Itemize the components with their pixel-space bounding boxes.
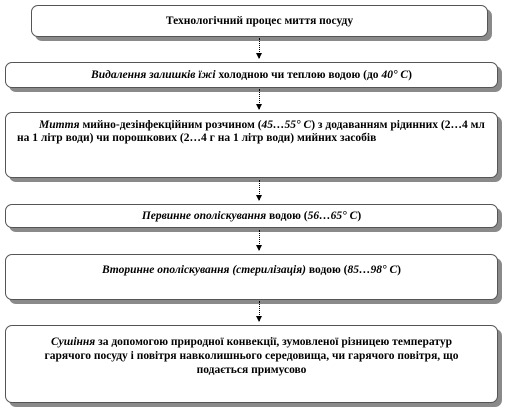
step-washing-tail: ) з додаванням рідинних (2…4 мл на 1 літр води) чи порошкових (2…4 г на 1 літр води) мийних засобів [17, 119, 485, 144]
process-title-box [31, 5, 488, 37]
step-primary-rinse-tail: ) [357, 209, 362, 222]
step-secondary-rinse-box [5, 254, 498, 300]
step-drying-lead: Сушіння [50, 336, 96, 348]
step-washing-rest: мийно-дезінфекційним розчином ( [79, 119, 262, 131]
step-drying-text [45, 336, 459, 376]
flow-arrow-1 [259, 38, 260, 58]
step-remove-food-lead: Видалення залишків їжі [91, 68, 216, 81]
step-secondary-rinse-rest: водою ( [306, 264, 348, 276]
step-washing-box [5, 112, 498, 178]
step-remove-food-text [91, 69, 412, 82]
step-primary-rinse-rest: водою ( [266, 209, 308, 222]
step-primary-rinse-lead: Первинне ополіскування [141, 209, 267, 222]
step-secondary-rinse-tail: ) [397, 264, 402, 276]
step-remove-food-tail: ) [408, 68, 412, 81]
step-washing-lead: Миття [39, 119, 80, 131]
step-secondary-rinse-text [102, 264, 401, 276]
step-secondary-rinse-temp: 85…98° С [347, 264, 398, 276]
step-remove-food-box [5, 62, 498, 88]
flow-arrow-5 [259, 301, 260, 321]
step-remove-food-rest: холодною чи теплою водою (до [215, 68, 382, 81]
step-drying-box [5, 325, 498, 403]
step-washing-temp: 45…55° С [261, 119, 312, 131]
step-primary-rinse-box [5, 204, 498, 228]
step-primary-rinse-temp: 56…65° С [307, 209, 358, 222]
step-primary-rinse-text [142, 210, 361, 223]
step-remove-food-temp: 40° С [381, 68, 409, 81]
flow-arrow-3 [259, 180, 260, 200]
process-title: Технологічний процес миття посуду [165, 14, 354, 27]
flow-arrow-4 [259, 230, 260, 250]
step-washing-text [17, 119, 487, 145]
flow-arrow-2 [259, 89, 260, 109]
step-drying-rest: за допомогою природної конвекції, зумовленої різницею температур гарячого посуду і повітря навколишнього середовища, чи гарячого повітря, що подається примусово [44, 336, 459, 376]
step-secondary-rinse-lead: Вторинне ополіскування (стерилізація) [101, 264, 307, 276]
